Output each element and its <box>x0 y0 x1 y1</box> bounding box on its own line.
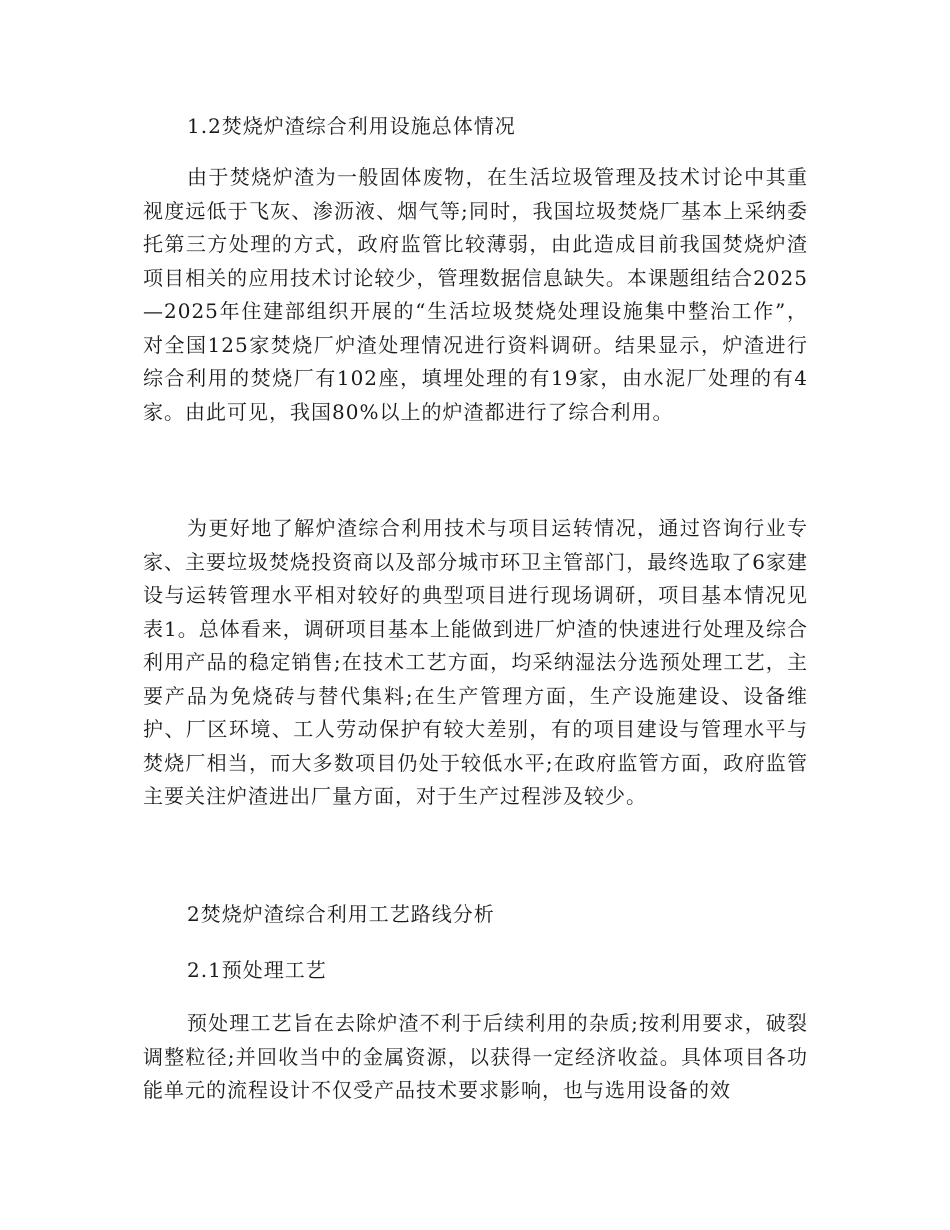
section-heading-1-2: 1.2焚烧炉渣综合利用设施总体情况 <box>187 114 516 138</box>
paragraph-field-investigation: 为更好地了解炉渣综合利用技术与项目运转情况，通过咨询行业专家、主要垃圾焚烧投资商以及部分城市环卫主管部门，最终选取了6家建设与运转管理水平相对较好的典型项目进行现场调研，项目基本情况见表1。总体看来，调研项目基本上能做到进厂炉渣的快速进行处理及综合利用产品的稳定销售;在技术工艺方面，均采纳湿法分选预处理工艺，主要产品为免烧砖与替代集料;在生产管理方面，生产设施建设、设备维护、厂区环境、工人劳动保护有较大差别，有的项目建设与管理水平与焚烧厂相当，而大多数项目仍处于较低水平;在政府监管方面，政府监管主要关注炉渣进出厂量方面，对于生产过程涉及较少。 <box>143 516 808 808</box>
section-heading-2: 2焚烧炉渣综合利用工艺路线分析 <box>187 902 495 926</box>
section-heading-2-1: 2.1预处理工艺 <box>187 958 327 982</box>
paragraph-incineration-slag-overview: 由于焚烧炉渣为一般固体废物，在生活垃圾管理及技术讨论中其重视度远低于飞灰、渗沥液、烟气等;同时，我国垃圾焚烧厂基本上采纳委托第三方处理的方式，政府监管比较薄弱，由此造成目前我国焚烧炉渣项目相关的应用技术讨论较少，管理数据信息缺失。本课题组结合2025—2025年住建部组织开展的“生活垃圾焚烧处理设施集中整治工作”，对全国125家焚烧厂炉渣处理情况进行资料调研。结果显示，炉渣进行综合利用的焚烧厂有102座，填埋处理的有19家，由水泥厂处理的有4家。由此可见，我国80%以上的炉渣都进行了综合利用。 <box>143 165 808 424</box>
paragraph-pretreatment-process: 预处理工艺旨在去除炉渣不利于后续利用的杂质;按利用要求，破裂调整粒径;并回收当中的金属资源，以获得一定经济收益。具体项目各功能单元的流程设计不仅受产品技术要求影响，也与选用设备的效 <box>143 1011 808 1102</box>
